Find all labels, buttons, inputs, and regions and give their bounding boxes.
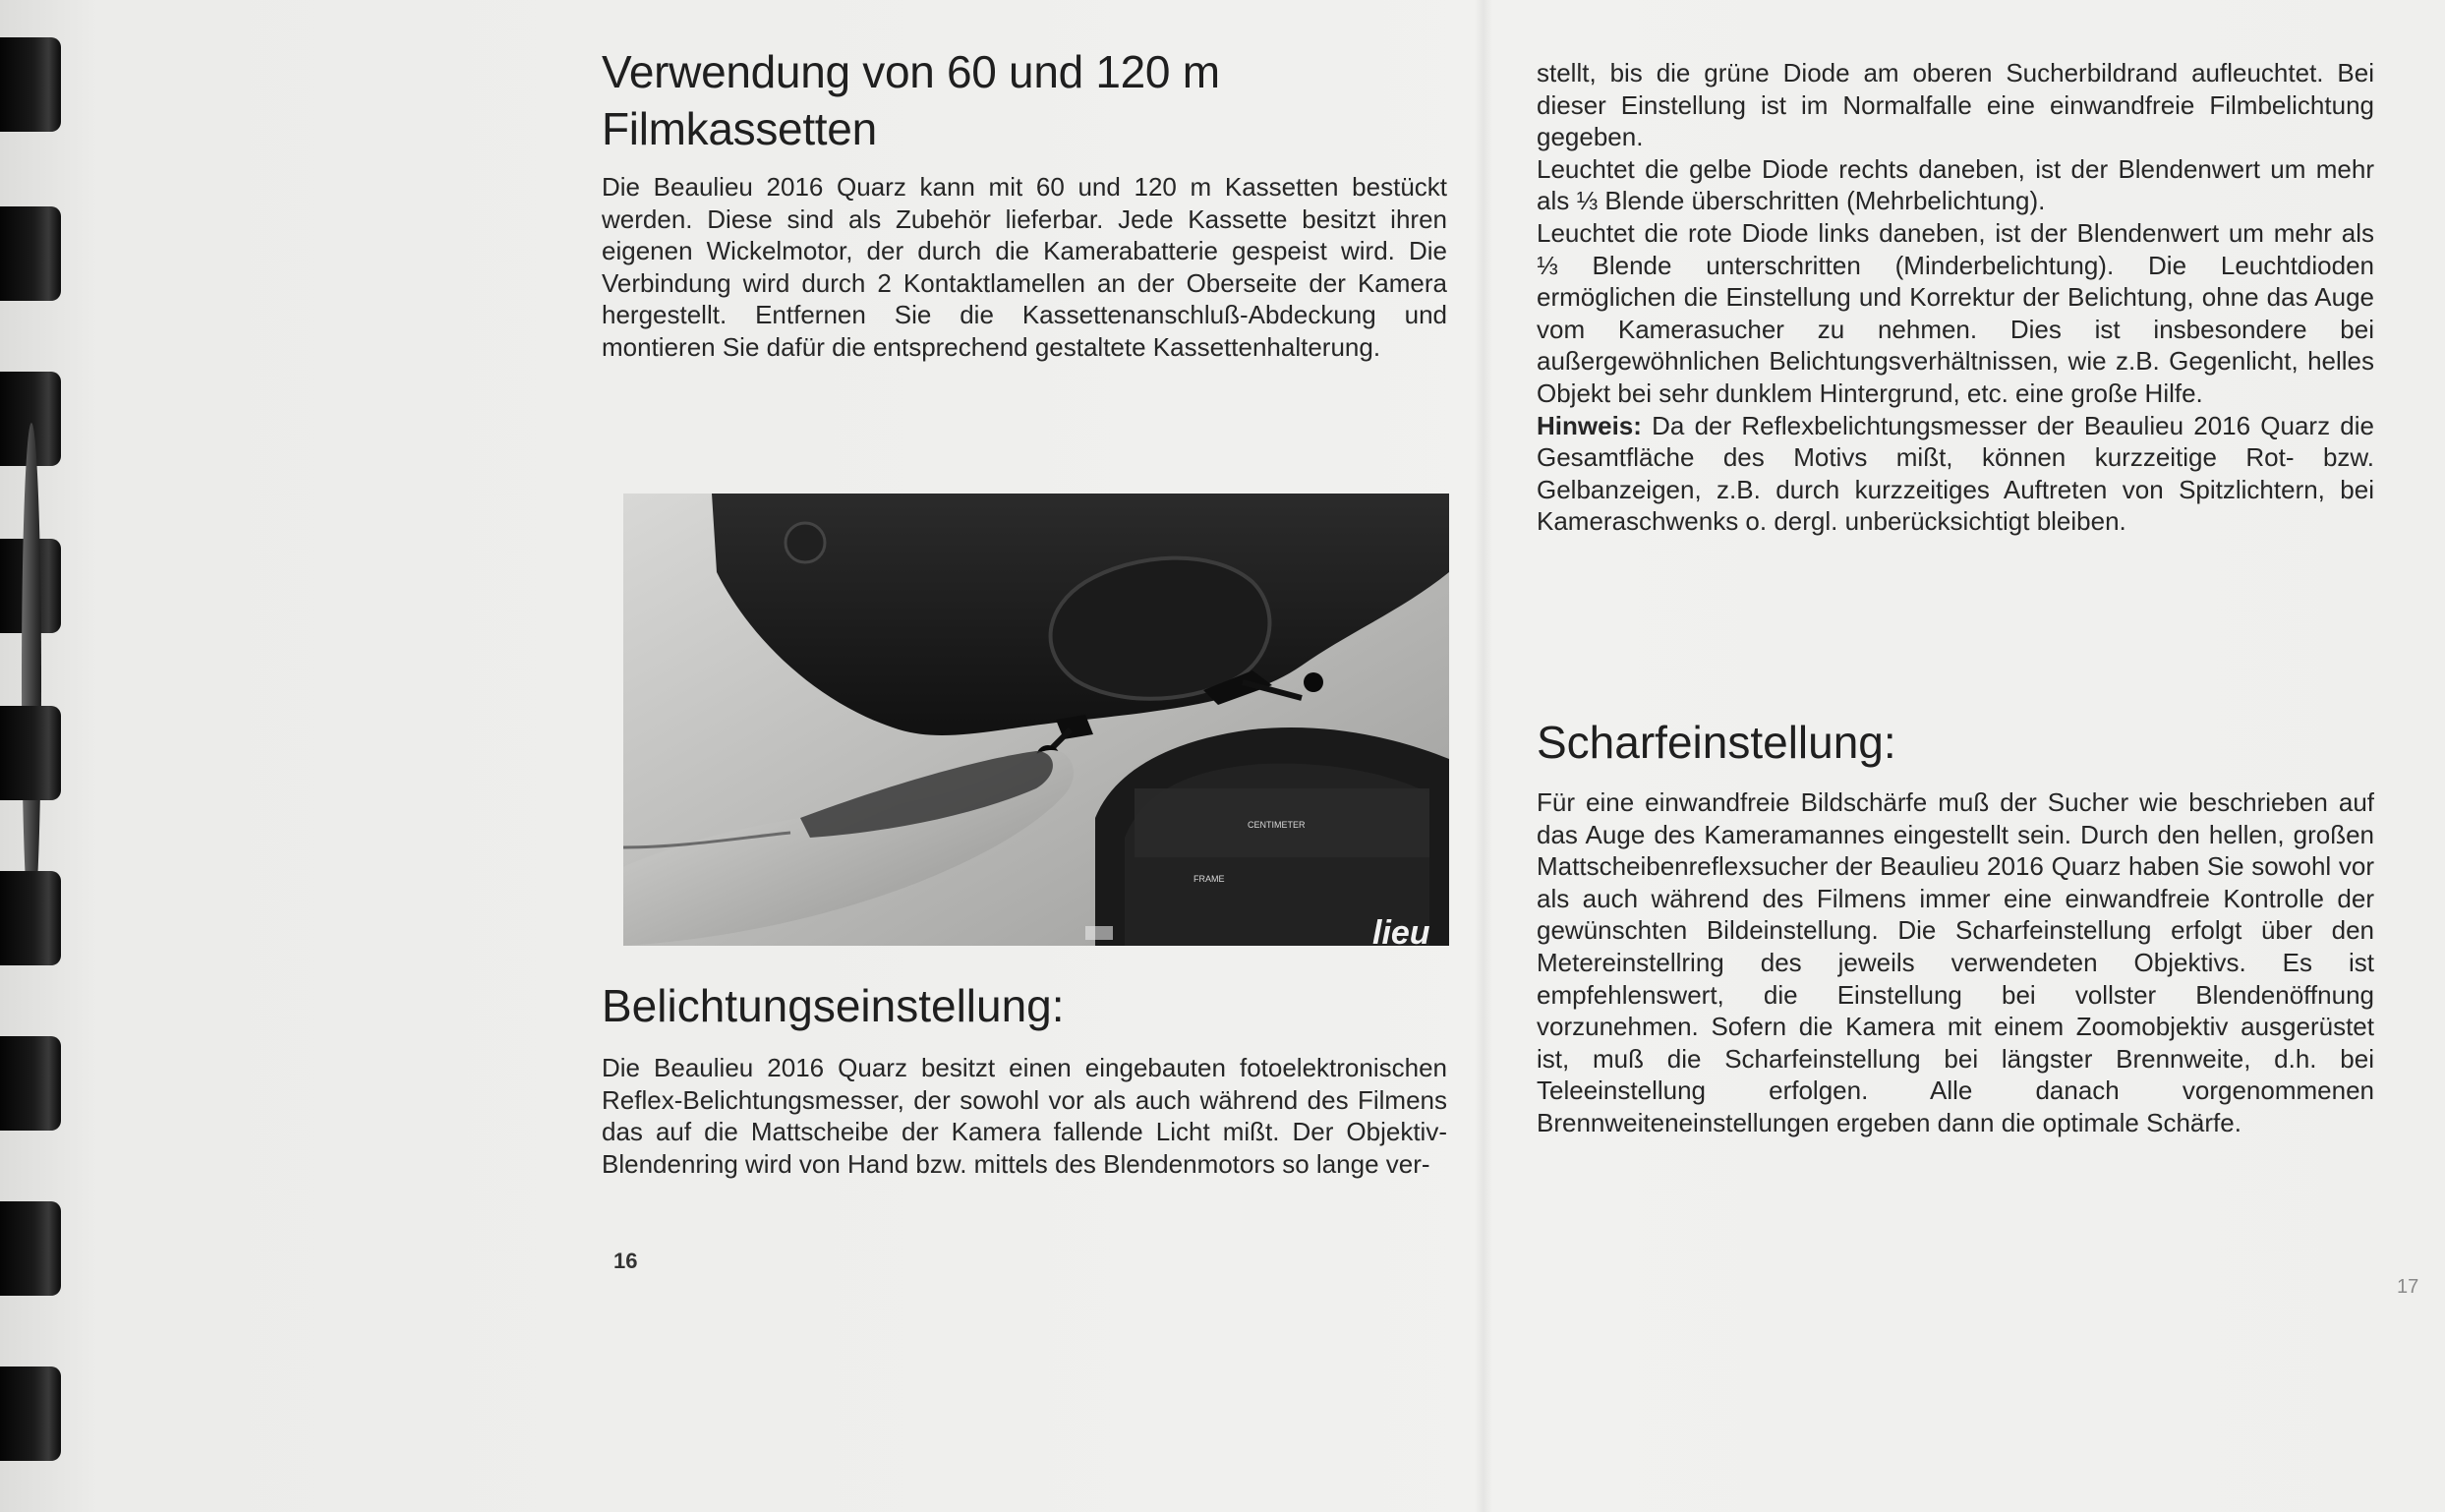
diode-yellow-paragraph: Leuchtet die gelbe Diode rechts daneben, ist der Blendenwert um mehr als ⅓ Blende überschritten (Mehrbelichtung). <box>1537 153 2374 216</box>
spiral-binding <box>0 0 79 1512</box>
photo-label-centimeter: CENTIMETER <box>1248 820 1306 830</box>
binding-ring <box>0 706 61 800</box>
binding-spine <box>22 423 41 934</box>
exposure-section <box>602 977 1447 1180</box>
binding-ring <box>0 206 61 301</box>
hinweis-text: Da der Reflexbelichtungsmesser der Beaulieu 2016 Quarz die Gesamtfläche des Motivs mißt, können kurzzeitige Rot- bzw. Gelbanzeigen, z.B. durch kurzzeitiges Auftreten von Spitzlichtern, bei Kameraschwenks o. dergl. unberücksichtigt bleiben. <box>1537 410 2374 537</box>
focus-section <box>1537 714 2374 1139</box>
page-number-left: 16 <box>613 1249 638 1273</box>
cassette-paragraph: Die Beaulieu 2016 Quarz kann mit 60 und 120 m Kassetten bestückt werden. Diese sind als Zubehör lieferbar. Jede Kassette besitzt ihren eigenen Wickelmotor, der durch die Kamerabatterie gespeist wird. Die Verbindung wird durch 2 Kontaktlamellen an der Oberseite der Kamera hergestellt. Entfernen Sie die Kassettenanschluß-Abdeckung und montieren Sie dafür die entsprechend gestaltete Kassettenhalterung. <box>602 172 1447 362</box>
focus-paragraph: Für eine einwandfreie Bildschärfe muß der Sucher wie beschrieben auf das Auge des Kameramannes eingestellt sein. Durch den hellen, großen Mattscheibenreflexsucher der Beaulieu 2016 Quarz haben Sie sowohl vor als auch während des Filmens immer eine einwandfreie Kontrolle der gewünschten Bildeinstellung. Die Scharfeinstellung erfolgt über den Metereinstellring des jeweils verwendeten Objektivs. Es ist empfehlenswert, die Einstellung bei vollster Blendenöffnung vorzunehmen. Sofern die Kamera mit einem Zoomobjektiv ausgerüstet ist, muß die Scharfeinstellung bei längster Brennweite, d.h. bei Teleeinstellung erfolgen. Alle danach vorgenommenen Brennweiteneinstellungen ergeben dann die optimale Schärfe. <box>1537 787 2374 1137</box>
page-seam <box>1475 0 1492 1512</box>
diode-green-paragraph: stellt, bis die grüne Diode am oberen Sucherbildrand aufleuchtet. Bei dieser Einstellung ist im Normalfalle eine einwandfreie Filmbelichtung gegeben. <box>1537 58 2374 152</box>
exposure-paragraph: Die Beaulieu 2016 Quarz besitzt einen eingebauten fotoelektronischen Reflex-Belichtungsmesser, der sowohl vor als auch während des Filmens das auf die Mattscheibe der Kamera fallende Licht mißt. Der Objektiv-Blendenring wird von Hand bzw. mittels des Blendenmotors so lange ver- <box>602 1053 1447 1179</box>
diode-red-paragraph: Leuchtet die rote Diode links daneben, ist der Blendenwert um mehr als ⅓ Blende unterschritten (Minderbelichtung). Die Leuchtdioden ermöglichen die Einstellung und Korrektur der Belichtung, ohne das Auge vom Kamerasucher zu nehmen. Dies ist insbesondere bei außergewöhnlichen Belichtungsverhältnissen, wie z.B. Gegenlicht, helles Objekt bei sehr dunklem Hintergrund, etc. eine große Hilfe. <box>1537 217 2374 408</box>
left-column <box>602 43 1447 364</box>
binding-ring <box>0 37 61 132</box>
exposure-heading: Belichtungseinstellung: <box>602 980 1065 1031</box>
binding-ring <box>0 1367 61 1461</box>
cassette-heading: Verwendung von 60 und 120 m Filmkassetten <box>602 46 1220 154</box>
camera-photo-illustration <box>623 494 1449 946</box>
hinweis-label: Hinweis: <box>1537 410 1642 440</box>
right-column <box>1537 57 2374 538</box>
binding-ring <box>0 1201 61 1296</box>
page-number-right: 17 <box>2397 1276 2419 1298</box>
camera-photo <box>623 494 1449 946</box>
photo-label-beaulieu: lieu <box>1372 914 1430 946</box>
hinweis-paragraph <box>1537 410 2374 538</box>
photo-label-frame: FRAME <box>1193 874 1225 884</box>
binding-ring <box>0 1036 61 1131</box>
binding-ring <box>0 871 61 965</box>
focus-heading: Scharfeinstellung: <box>1537 717 1896 768</box>
